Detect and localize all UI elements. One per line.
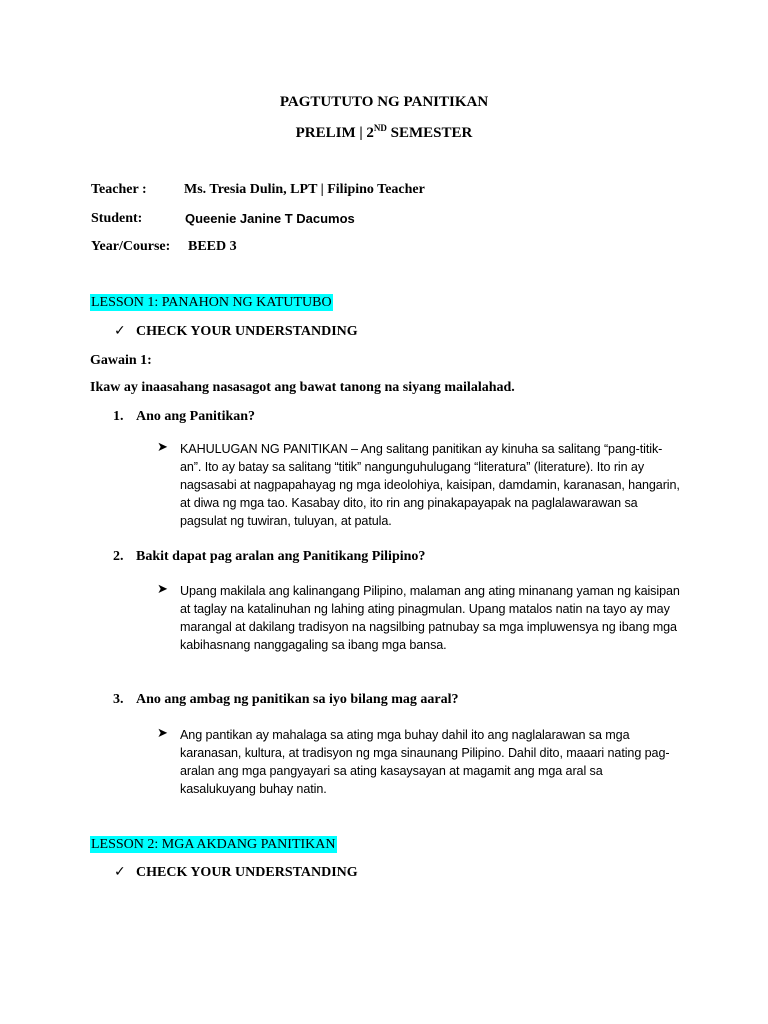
teacher-value: Ms. Tresia Dulin, LPT | Filipino Teacher — [184, 182, 425, 197]
answer-3: Ang pantikan ay mahalaga sa ating mga buhay dahil ito ang naglalarawan sa mga karanasan, kultura, at tradisyon ng mga sinaunang Pilipino. Dahil dito, maaari nating pag-aralan ang mga pangyayari sa ating kasaysayan at magamit ang mga aral sa kasalukuyang buhay natin. — [180, 728, 670, 796]
document-subtitle — [0, 123, 768, 142]
question-number: 3. — [113, 692, 124, 707]
question-number: 1. — [113, 409, 124, 424]
subtitle-prefix: PRELIM | 2 — [295, 125, 374, 141]
arrow-bullet-icon: ➤ — [157, 726, 168, 741]
student-label: Student: — [91, 211, 143, 226]
answer-1: KAHULUGAN NG PANITIKAN – Ang salitang panitikan ay kinuha sa salitang “pang-titik-an”. Ito ay batay sa salitang “titik” nangunguhulugang “literatura” (literature). Ito rin ay nagsasabi at nagpapahayag ng mga ideolohiya, kaisipan, damdamin, karanasan, hangarin, at diwa ng mga tao. Kasabay dito, ito rin ang pinakapayapak na paglalawarawan sa pagsulat ng tuwiran, tuluyan, at patula. — [180, 442, 680, 528]
year-course-value: BEED 3 — [188, 239, 237, 254]
question-3 — [113, 692, 458, 708]
question-text: Ano ang ambag ng panitikan sa iyo bilang mag aaral? — [136, 692, 459, 707]
checkmark-icon: ✓ — [114, 864, 126, 880]
lesson-2-title: LESSON 2: MGA AKDANG PANITIKAN — [91, 837, 336, 852]
answer-2: Upang makilala ang kalinangang Pilipino, malaman ang ating minanang yaman ng kaisipan at taglay na katalinuhan ng lahing ating pinagmulan. Upang matalos natin na tayo ay may marangal at dakilang tradisyon na nagsilbing patnubay sa mga impluwensya ng ibang mga kabihasnang nanggagaling sa ibang mga bansa. — [180, 584, 680, 652]
subtitle-suffix: SEMESTER — [386, 125, 473, 141]
question-number: 2. — [113, 549, 124, 564]
arrow-bullet-icon: ➤ — [157, 582, 168, 597]
lesson-2-check-row — [114, 864, 358, 881]
document-title: PAGTUTUTO NG PANITIKAN — [279, 94, 489, 110]
year-course-label: Year/Course: — [91, 239, 171, 254]
instruction-text: Ikaw ay inaasahang nasasagot ang bawat tanong na siyang mailalahad. — [90, 380, 515, 395]
checkmark-icon: ✓ — [114, 323, 126, 339]
lesson-2-check-label: CHECK YOUR UNDERSTANDING — [136, 865, 358, 880]
gawain-label: Gawain 1: — [90, 353, 152, 368]
lesson-1-check-row — [114, 323, 358, 340]
lesson-1-check-label: CHECK YOUR UNDERSTANDING — [136, 324, 358, 339]
student-value: Queenie Janine T Dacumos — [185, 211, 355, 226]
question-1 — [113, 409, 255, 425]
teacher-label: Teacher : — [91, 182, 147, 197]
arrow-bullet-icon: ➤ — [157, 440, 168, 455]
lesson-1-title: LESSON 1: PANAHON NG KATUTUBO — [91, 295, 332, 310]
question-text: Ano ang Panitikan? — [136, 409, 256, 424]
question-text: Bakit dapat pag aralan ang Panitikang Pilipino? — [136, 549, 426, 564]
question-2 — [113, 549, 425, 565]
subtitle-superscript: ND — [373, 123, 387, 133]
